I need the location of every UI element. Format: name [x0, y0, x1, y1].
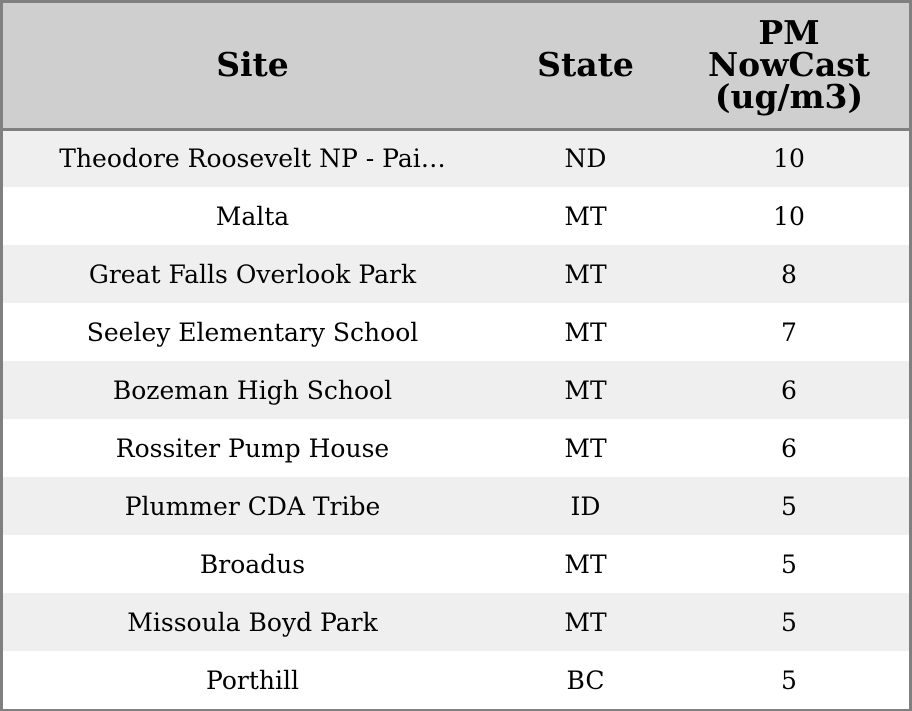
state-cell: ID — [570, 491, 601, 521]
pm-value-cell: 5 — [781, 549, 797, 579]
site-cell: Theodore Roosevelt NP - Pai… — [59, 144, 446, 174]
state-cell: MT — [564, 433, 607, 463]
site-cell: Rossiter Pump House — [115, 433, 390, 463]
pm-value-cell: 7 — [781, 317, 797, 347]
pm-value-cell: 5 — [781, 665, 797, 695]
site-cell: Missoula Boyd Park — [127, 607, 378, 637]
pm-value-cell: 10 — [773, 144, 805, 174]
table-row — [3, 129, 909, 187]
pm-value-cell: 10 — [773, 201, 805, 231]
site-cell: Porthill — [206, 665, 299, 695]
site-cell: Bozeman High School — [112, 375, 393, 405]
table-row — [3, 535, 909, 593]
pm-value-cell: 5 — [781, 607, 797, 637]
state-cell: BC — [566, 665, 605, 695]
pm-value-cell: 5 — [781, 491, 797, 521]
table-row — [3, 419, 909, 477]
column-header-site — [3, 3, 502, 129]
table-row — [3, 361, 909, 419]
column-header-site-line-1: Site — [216, 45, 289, 85]
pm-value-cell: 6 — [781, 433, 797, 463]
state-cell: MT — [564, 259, 607, 289]
column-header-state-line-1: State — [537, 45, 634, 85]
column-header-pm-nowcast — [669, 3, 909, 129]
table-row — [3, 477, 909, 535]
data-table — [3, 3, 909, 709]
state-cell: MT — [564, 201, 607, 231]
column-header-state — [502, 3, 669, 129]
state-cell: MT — [564, 607, 607, 637]
site-cell: Plummer CDA Tribe — [124, 491, 381, 521]
table-row — [3, 593, 909, 651]
state-cell: MT — [564, 549, 607, 579]
site-cell: Malta — [215, 201, 290, 231]
column-header-pm-line-2: NowCast — [707, 45, 871, 85]
site-cell: Broadus — [199, 549, 306, 579]
header-row — [3, 3, 909, 129]
state-cell: ND — [564, 144, 607, 174]
column-header-pm-line-3: (ug/m3) — [714, 77, 864, 117]
state-cell: MT — [564, 375, 607, 405]
site-cell: Great Falls Overlook Park — [88, 259, 417, 289]
site-cell: Seeley Elementary School — [86, 317, 419, 347]
table-row — [3, 187, 909, 245]
table-row — [3, 303, 909, 361]
pm-value-cell: 8 — [781, 259, 797, 289]
state-cell: MT — [564, 317, 607, 347]
pm-value-cell: 6 — [781, 375, 797, 405]
table-body — [3, 129, 909, 709]
table-row — [3, 651, 909, 709]
column-header-pm-line-1: PM — [758, 13, 820, 53]
table-row — [3, 245, 909, 303]
